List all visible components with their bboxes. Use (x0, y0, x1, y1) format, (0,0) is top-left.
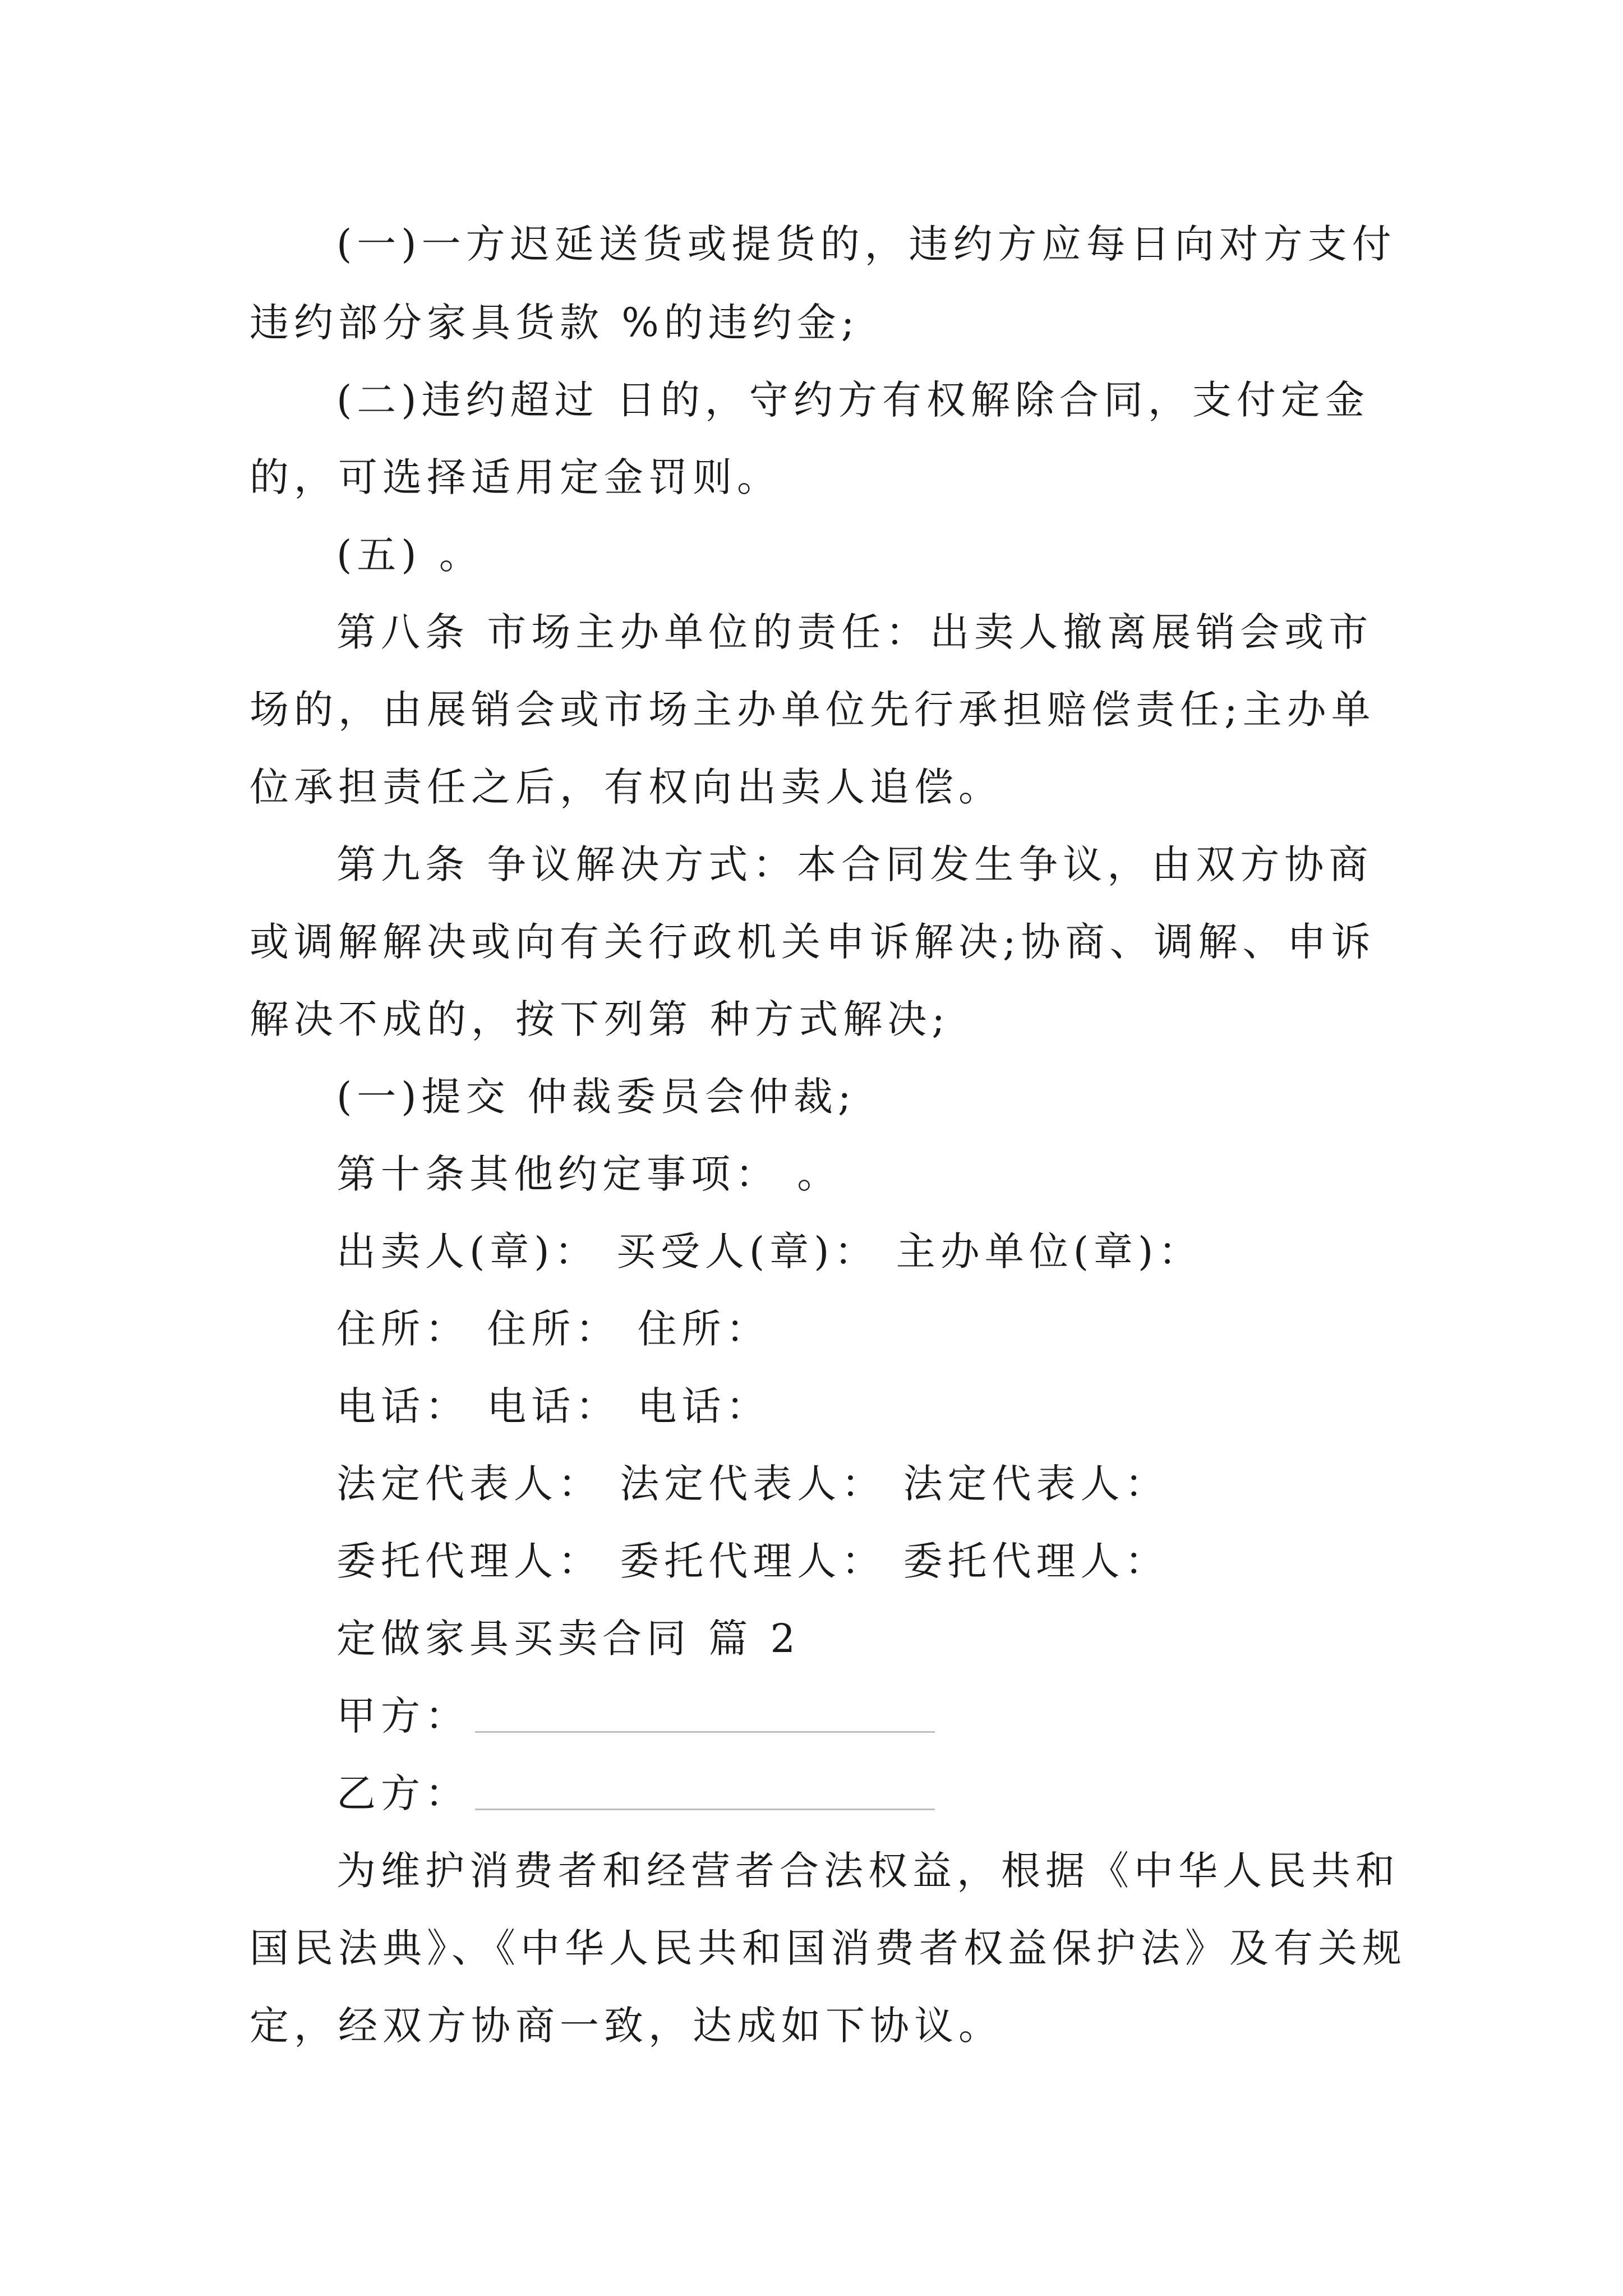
clause-10: 第十条其他约定事项： 。 (336, 1151, 842, 1197)
party-a-row (336, 1688, 935, 1744)
signature-parties: 出卖人(章)： 买受人(章)： 主办单位(章)： (336, 1228, 1203, 1274)
party-a-label: 甲方： (336, 1693, 469, 1739)
party-b-label: 乙方： (336, 1770, 469, 1816)
clause-9-line-2: 或调解解决或向有关行政机关申诉解决;协商、调解、申诉 (250, 919, 1376, 965)
party-b-blank-line (475, 1775, 935, 1810)
party-a-blank-line (475, 1697, 935, 1733)
clause-7-item-2-line-2: 的，可选择适用定金罚则。 (250, 454, 781, 500)
signature-legal-rep: 法定代表人： 法定代表人： 法定代表人： (336, 1461, 1169, 1507)
clause-8-line-1: 第八条 市场主办单位的责任：出卖人撤离展销会或市 (336, 609, 1373, 655)
preamble-line-3: 定，经双方协商一致，达成如下协议。 (250, 2003, 1003, 2049)
clause-7-item-1-line-2: 违约部分家具货款 %的违约金; (250, 300, 860, 346)
clause-item-5: (五) 。 (336, 532, 483, 578)
preamble-line-2: 国民法典》、《中华人民共和国消费者权益保护法》及有关规 (250, 1925, 1407, 1971)
clause-9-line-3: 解决不成的，按下列第 种方式解决; (250, 996, 950, 1042)
clause-7-item-2-line-1: (二)违约超过 日的，守约方有权解除合同，支付定金 (336, 377, 1370, 423)
clause-8-line-3: 位承担责任之后，有权向出卖人追偿。 (250, 764, 1003, 810)
clause-9-option-1: (一)提交 仲裁委员会仲裁; (336, 1074, 856, 1120)
section-heading: 定做家具买卖合同 篇 2 (336, 1616, 801, 1662)
clause-9-line-1: 第九条 争议解决方式：本合同发生争议，由双方协商 (336, 841, 1373, 887)
clause-8-line-2: 场的，由展销会或市场主办单位先行承担赔偿责任;主办单 (250, 687, 1376, 733)
party-b-row (336, 1765, 935, 1821)
signature-agent: 委托代理人： 委托代理人： 委托代理人： (336, 1538, 1169, 1584)
signature-address: 住所： 住所： 住所： (336, 1306, 771, 1352)
preamble-line-1: 为维护消费者和经营者合法权益，根据《中华人民共和 (336, 1848, 1400, 1894)
clause-7-item-1-line-1: (一)一方迟延送货或提货的，违约方应每日向对方支付 (336, 221, 1396, 267)
signature-phone: 电话： 电话： 电话： (336, 1383, 771, 1429)
